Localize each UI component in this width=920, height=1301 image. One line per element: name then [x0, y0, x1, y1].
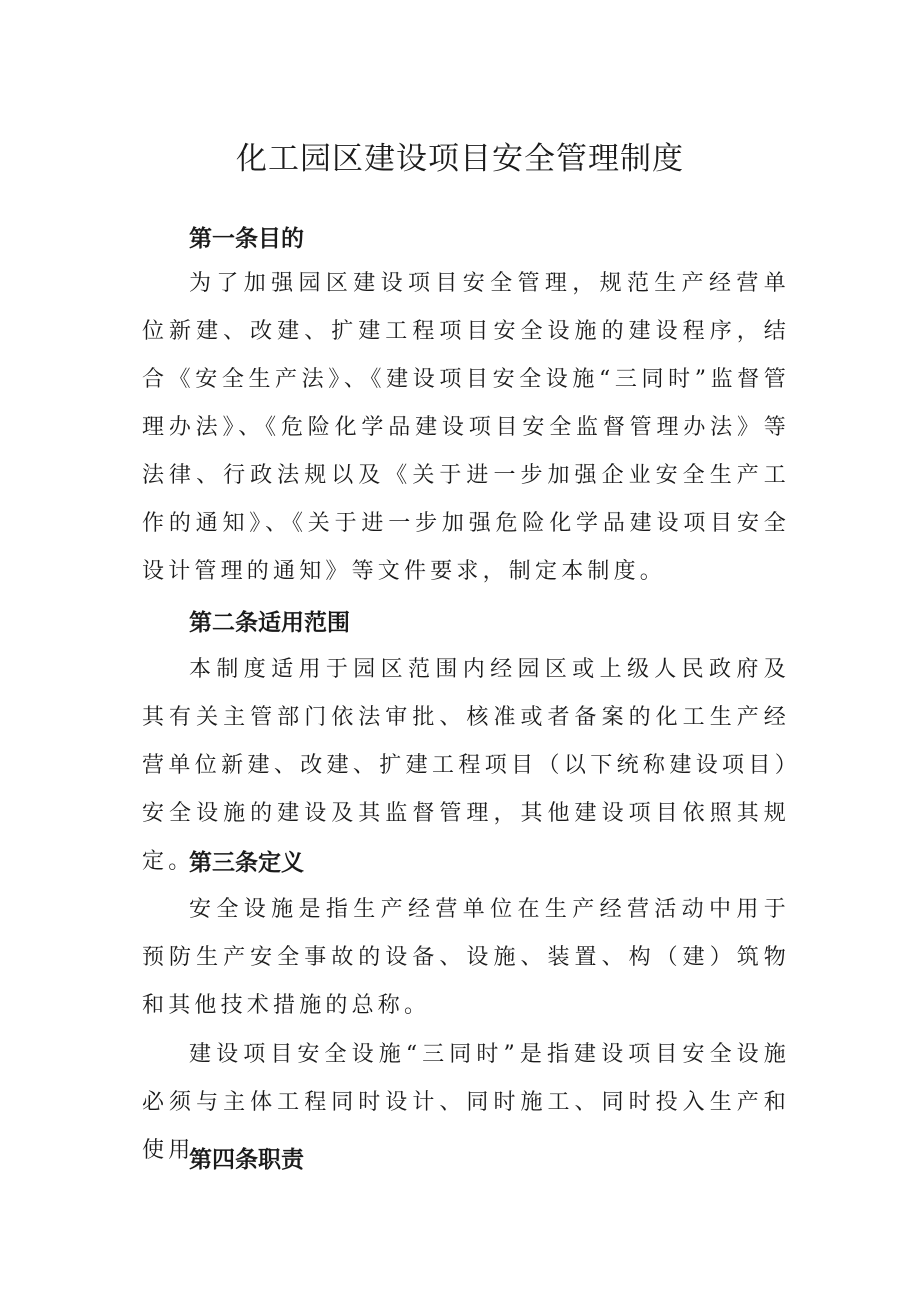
section-paragraph-definition-1: 安全设施是指生产经营单位在生产经营活动中用于预防生产安全事故的设备、设施、装置、构（建）筑物和其他技术措施的总称。 [142, 897, 790, 1018]
section-heading-scope: 第二条适用范围 [189, 610, 350, 636]
section-heading-definition: 第三条定义 [189, 850, 304, 876]
section-heading-purpose: 第一条目的 [189, 226, 304, 252]
section-heading-responsibilities: 第四条职责 [189, 1147, 304, 1173]
section-paragraph-purpose: 为了加强园区建设项目安全管理，规范生产经营单位新建、改建、扩建工程项目安全设施的建设程序，结合《安全生产法》、《建设项目安全设施“三同时”监督管理办法》、《危险化学品建设项目安全监督管理办法》等法律、行政法规以及《关于进一步加强企业安全生产工作的通知》、《关于进一步加强危险化学品建设项目安全设计管理的通知》等文件要求，制定本制度。 [142, 271, 790, 584]
section-paragraph-scope: 本制度适用于园区范围内经园区或上级人民政府及其有关主管部门依法审批、核准或者备案的化工生产经营单位新建、改建、扩建工程项目（以下统称建设项目）安全设施的建设及其监督管理，其他建设项目依照其规定。 [142, 657, 790, 874]
document-title: 化工园区建设项目安全管理制度 [236, 140, 684, 177]
section-paragraph-definition-2: 建设项目安全设施“三同时”是指建设项目安全设施必须与主体工程同时设计、同时施工、同时投入生产和使用。 [142, 1042, 790, 1163]
